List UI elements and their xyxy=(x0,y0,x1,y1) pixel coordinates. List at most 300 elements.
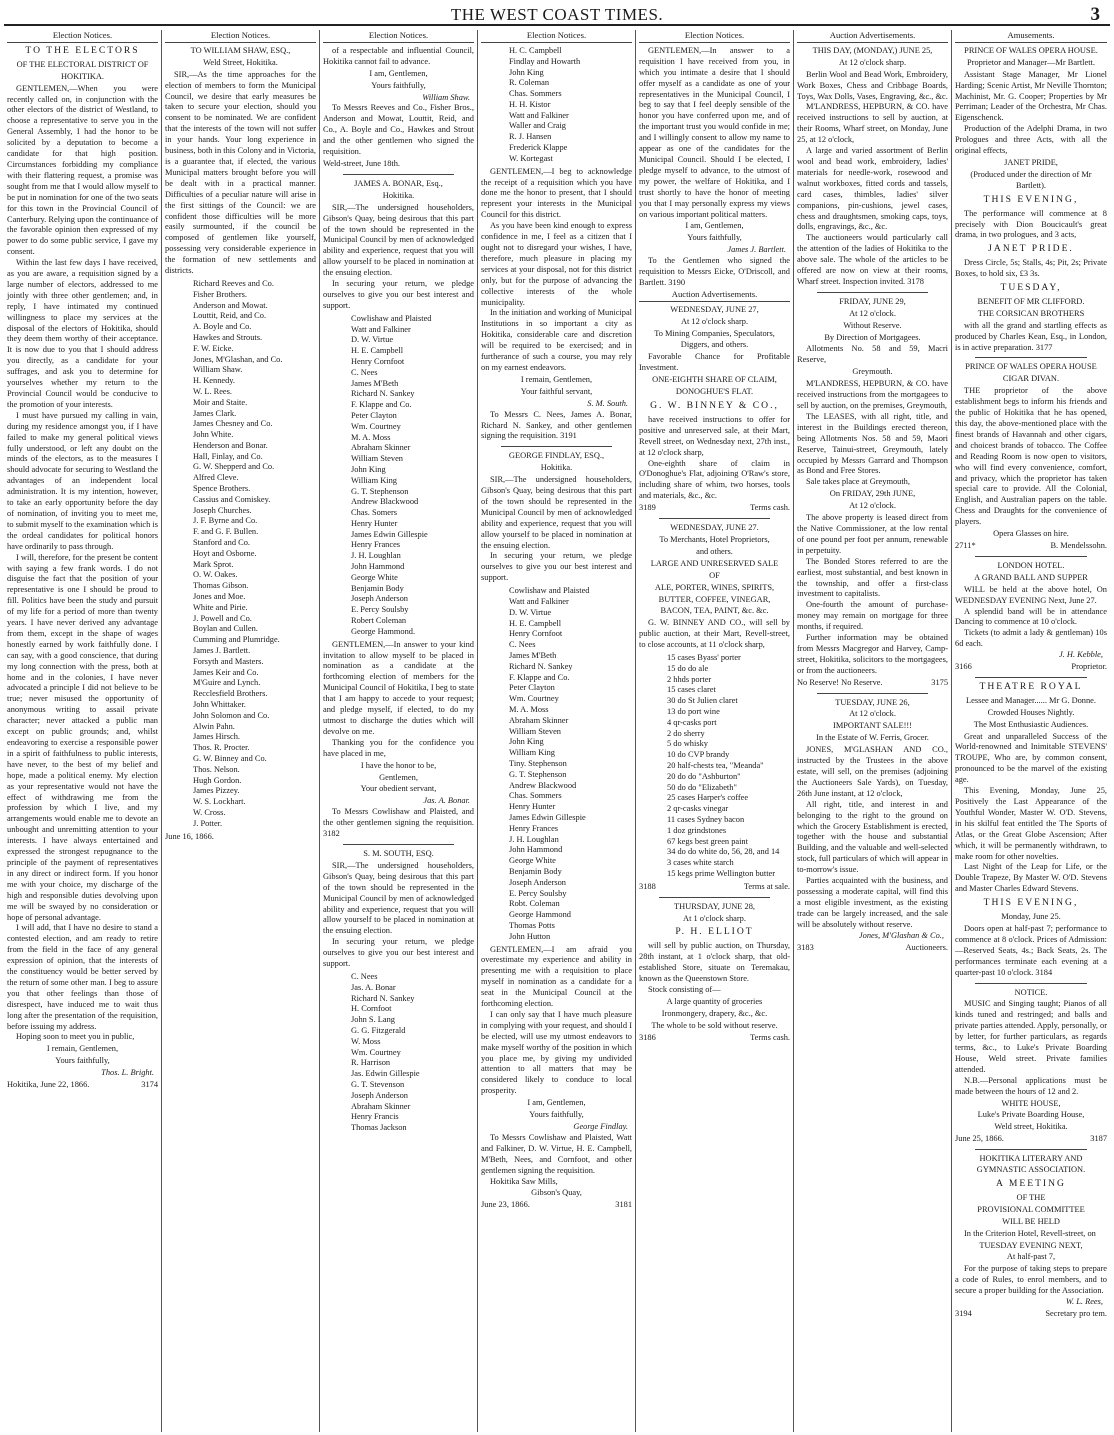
list-item: Jones and Moe. xyxy=(193,592,246,602)
centered-line: BENEFIT OF MR CLIFFORD. xyxy=(977,296,1085,306)
reference-number: Terms at sale. xyxy=(743,881,790,891)
list-item: William Shaw. xyxy=(193,365,243,375)
list-item: Hall, Finlay, and Co. xyxy=(193,451,263,461)
paragraph: GENTLEMEN,—I beg to acknowledge the receipt of a requisition which you have done me the honor to present, that I should represent your interests in the Municipal Council for this district. xyxy=(481,166,632,220)
column-3 xyxy=(320,30,478,1432)
name-list xyxy=(351,972,474,1134)
paragraph: MUSIC and Singing taught; Pianos of all kinds tuned and restringed; and balls and private parties attended. Apply, personally, or by letter, for further particulars, as regards terms, &c., to Luke's Private Boarding House, Weld street. Private families attended. xyxy=(955,999,1107,1074)
centered-line: Luke's Private Boarding House, xyxy=(977,1110,1085,1120)
list-item: Louttit, Reid, and Co. xyxy=(193,311,267,321)
reference-number: 3187 xyxy=(1090,1134,1107,1144)
section-heading: Election Notices. xyxy=(639,30,790,43)
list-item: H. C. Campbell xyxy=(509,45,562,55)
reference-text: Weld-street, June 18th. xyxy=(323,158,401,168)
paragraph: M'LANDRESS, HEPBURN, & CO. have received instructions to sell by auction, at their Rooms, Wharf street, on Monday, June 25, at 12 o'clock, xyxy=(797,102,948,145)
centered-line: A GRAND BALL AND SUPPER xyxy=(974,572,1088,582)
list-item: 25 cases Harper's coffee xyxy=(667,793,749,803)
list-item: 10 do CVP brandy xyxy=(667,750,730,760)
list-item: M. A. Moss xyxy=(351,432,391,442)
centered-line: Yours faithfully, xyxy=(529,1110,584,1120)
centered-line: WEDNESDAY, JUNE 27, xyxy=(670,304,759,314)
list-item: Richard N. Sankey xyxy=(509,661,573,671)
list-item: John Hammond xyxy=(509,845,563,855)
centered-line: In the Estate of W. Ferris, Grocer. xyxy=(816,733,929,743)
list-item: Chas. Sommers xyxy=(509,791,562,801)
section-heading: Auction Advertisements. xyxy=(797,30,948,43)
centered-line: HOKITIKA LITERARY AND GYMNASTIC ASSOCIATION. xyxy=(976,1154,1086,1175)
list-item: John Hammond xyxy=(351,562,405,572)
list-item: Joseph Anderson xyxy=(509,877,566,887)
centered-line: The whole to be sold without reserve. xyxy=(651,1020,778,1030)
column-2 xyxy=(162,30,320,1432)
divider xyxy=(975,556,1087,557)
list-item: H. Kennedy. xyxy=(193,376,236,386)
list-item: 15 do do ale xyxy=(667,663,709,673)
paragraph: The auctioneers would particularly call the attention of the ladies of Hokitika to the above sale. The whole of the articles to be offered are now on view at their rooms, Wharf street. Inspection invited. 3178 xyxy=(797,233,948,286)
centered-line: Opera Glasses on hire. xyxy=(993,529,1069,539)
centered-line: WHITE HOUSE, xyxy=(1001,1098,1061,1108)
list-item: W. Moss xyxy=(351,1036,381,1046)
reference-text: 3166 xyxy=(955,662,972,672)
list-item: White and Pirie. xyxy=(193,602,248,612)
list-item: John King xyxy=(509,737,544,747)
divider xyxy=(343,844,454,845)
list-item: J. Potter. xyxy=(193,818,223,828)
list-item: C. Nees xyxy=(351,367,378,377)
paragraph: To Messrs Cowlishaw and Plaisted, and the other gentlemen signing the requisition. 3182 xyxy=(323,807,474,839)
reference-line xyxy=(481,1200,632,1211)
list-item: Hawkes and Strouts. xyxy=(193,332,263,342)
paragraph: with all the grand and startling effects as produced by Charles Kean, Esq., in London, is in active preparation. 3177 xyxy=(955,320,1107,352)
centered-line: A large quantity of groceries xyxy=(666,996,763,1006)
list-item: F. W. Eicke. xyxy=(193,343,234,353)
centered-line: NOTICE. xyxy=(1014,987,1048,997)
paragraph: SIR,—The undersigned householders, Gibson's Quay, being desirous that this part of the town should be represented in the Municipal Council by men of acknowledged ability and experience, request that you will allow yourself to be placed in nomination at the ensuing election. xyxy=(323,202,474,278)
list-item: Jas. Edwin Gillespie xyxy=(351,1069,420,1079)
list-item: R. Coleman xyxy=(509,78,550,88)
list-item: Wm. Courtney xyxy=(509,694,559,704)
centered-line: OF THE ELECTORAL DISTRICT OF xyxy=(16,59,149,69)
paragraph: Dress Circle, 5s; Stalls, 4s; Pit, 2s; Private Boxes, to hold six, £3 3s. xyxy=(955,258,1107,279)
list-item: Frederick Klappe xyxy=(509,143,568,153)
centered-line: Your faithful servant, xyxy=(520,386,593,396)
paragraph: Great and unparalleled Success of the World-renowned and Inimitable STEVENS' TROUPE, Who are, by common consent, pronounced to be the marvel of the existing age. xyxy=(955,731,1107,785)
paragraph: Parties acquainted with the business, and possessing a moderate capital, will find this a most eligible investment, as the existing trade can be largely increased, and the sale will be absolutely without reserve. xyxy=(797,876,948,929)
reference-text: 3189 xyxy=(639,503,656,513)
section-heading: Auction Advertisements. xyxy=(639,289,790,302)
centered-line: LONDON HOTEL. xyxy=(997,560,1065,570)
paragraph: Berlin Wool and Bead Work, Embroidery, Work Boxes, Chess and Cribbage Boards, Toys, Wax Dolls, Vases, Engraving, &c., &c. xyxy=(797,69,948,101)
centered-line: WEDNESDAY, JUNE 27. xyxy=(670,523,759,533)
centered-line: S. M. SOUTH, ESQ. xyxy=(363,848,434,858)
ad-title: TO THE ELECTORS xyxy=(25,44,140,56)
paragraph: Assistant Stage Manager, Mr Lionel Harding; Scenic Artist, Mr Neville Thornton; Machinist, Mr. G. Cooper; Properties by Mr Perriman; Leader of the Orchestra, Mr Chas. Eigenschenck. xyxy=(955,69,1107,123)
centered-line: Ironmongery, drapery, &c., &c. xyxy=(661,1008,768,1018)
name-list xyxy=(667,653,790,880)
list-item: Benjamin Body xyxy=(509,866,562,876)
divider xyxy=(817,693,928,694)
list-item: 67 kegs best green paint xyxy=(667,836,748,846)
reference-number: 3174 xyxy=(141,1080,158,1090)
divider xyxy=(501,446,612,447)
list-item: Richard Reeves and Co. xyxy=(193,278,274,288)
list-item: Recclesfield Brothers. xyxy=(193,689,268,699)
centered-line: IMPORTANT SALE!!! xyxy=(833,721,912,731)
reference-number: 3181 xyxy=(615,1200,632,1210)
list-item: George White xyxy=(351,572,398,582)
reference-line xyxy=(165,832,316,843)
paragraph: have received instructions to offer for positive and unreserved sale, at their Mart, Revell street, on Wednesday next, 27th inst., at 12 o'clock sharp, xyxy=(639,414,790,457)
list-item: E. Percy Soulsby xyxy=(509,888,567,898)
paragraph: To Messrs C. Nees, James A. Bonar, Richard N. Sankey, and other gentlemen signing the requisition. 3191 xyxy=(481,409,632,441)
list-item: John White. xyxy=(193,430,234,440)
list-item: Hoyt and Osborne. xyxy=(193,548,257,558)
list-item: Alfred Cleve. xyxy=(193,473,239,483)
list-item: John S. Lang xyxy=(351,1015,395,1025)
reference-text: No Reserve! No Reserve. xyxy=(797,677,883,687)
list-item: W. S. Lockhart. xyxy=(193,797,246,807)
reference-line xyxy=(639,503,790,514)
list-item: James M'Beth xyxy=(509,650,557,660)
list-item: G. G. Fitzgerald xyxy=(351,1025,406,1035)
centered-line: At 12 o'clock sharp. xyxy=(838,57,907,67)
centered-line: The Most Enthusiastic Audiences. xyxy=(973,719,1089,729)
paragraph: I can only say that I have much pleasure in complying with your request, and should I be elected, will use my utmost endeavors to make myself worthy of the position in which you place me, by giving my undivided attention to all matters that may be considered likely to conduce to local prosperity. xyxy=(481,1009,632,1096)
list-item: 15 cases Byass' porter xyxy=(667,653,741,663)
centered-line: PRINCE OF WALES OPERA HOUSE xyxy=(965,362,1097,372)
list-item: J. H. Loughlan xyxy=(351,551,401,561)
list-item: Mark Sprot. xyxy=(193,559,234,569)
reference-number: B. Mendelssohn. xyxy=(1050,540,1107,550)
list-item: Alwin Pahn. xyxy=(193,721,235,731)
paragraph: will sell by public auction, on Thursday, 28th instant, at 1 o'clock sharp, that old-established Store, situate on Teremakau, known as the Queenstown Store. xyxy=(639,941,790,984)
list-item: James Edwin Gillespie xyxy=(351,529,428,539)
list-item: G. W. Shepperd and Co. xyxy=(193,462,275,472)
list-item: James Chesney and Co. xyxy=(193,419,273,429)
list-item: Watt and Falkiner xyxy=(509,597,569,606)
centered-line: LARGE AND UNRESERVED SALE xyxy=(650,558,779,568)
list-item: Forsyth and Masters. xyxy=(193,656,264,666)
list-item: Wm. Courtney xyxy=(351,1047,401,1057)
list-item: 3 cases white starch xyxy=(667,858,734,868)
centered-line: FRIDAY, JUNE 29, xyxy=(839,296,906,306)
list-item: Henry Cornfoot xyxy=(509,629,563,639)
list-item: 5 do whisky xyxy=(667,739,708,749)
centered-line: Proprietor and Manager—Mr Bartlett. xyxy=(967,57,1095,67)
list-item: Wm. Courtney xyxy=(351,421,401,431)
list-item: W. Kortegast xyxy=(509,153,553,163)
paragraph: I will, therefore, for the present be content with saying a few frank words. I do not disguise the fact that the position of your representative is one I should be proud to fill. Politics have been the study and pursuit of my life for a period of more than twenty years. I have never derived any advantage from them, except in the shape of wages honestly earned by work faithfully done. I can say, with a good conscience, that during my long connection with the press, both at home and in the colonies, I have never advocated a principle I did not believe to be true; never misused the opportunity of anonymous writing to assail private character; never attacked a public man except on public grounds; and, whilst endeavoring to exercise a responsible power in a spirit of faithfulness to public interests, have never, to the best of my belief and hope, made a political enemy. My election as your representative would not have the effect of withdrawing me from the profession by which I live, and my arrangements would enable me to devote an unbought and unremitting attention to your interests. I have always entertained and expressed the strongest repugnance to the principle of the payment of representatives in any direct or indirect form. If you honor me with your choice, my discharge of the high and responsible duties devolving upon me will be swayed by no consideration or hope of personal advantage. xyxy=(7,552,158,922)
paragraph: The Bonded Stores referred to are the earliest, most substantial, and best known in the township, and offer a first-class investment to capitalists. xyxy=(797,556,948,599)
reference-text: 3188 xyxy=(639,881,656,891)
reference-number: Terms cash. xyxy=(750,503,790,513)
paragraph: To Messrs Cowlishaw and Plaisted, Watt and Falkiner, D. W. Virtue, H. E. Campbell, M'Beth, Nees, and Cornfoot, and other gentlemen signing the requisition. xyxy=(481,1132,632,1175)
centered-line: At 12 o'clock. xyxy=(849,308,896,318)
centered-line: Without Reserve. xyxy=(843,320,902,330)
paragraph: SIR,—The undersigned householders, Gibson's Quay, being desirous that this part of the town should be represented in the Municipal Council by men of acknowledged ability and experience, request that you will allow yourself to be placed in nomination at the ensuing election. xyxy=(323,860,474,936)
ad-title: THIS EVENING, xyxy=(983,193,1079,205)
list-item: Joseph Churches. xyxy=(193,505,252,515)
list-item: G. T. Stephenson xyxy=(351,486,409,496)
centered-line: GEORGE FINDLAY, ESQ., xyxy=(508,451,605,461)
list-item: Thomas Potts xyxy=(509,920,555,930)
list-item: J. H. Loughlan xyxy=(509,834,559,844)
reference-text: Hokitika, June 22, 1866. xyxy=(7,1080,90,1090)
centered-line: TUESDAY, JUNE 26, xyxy=(835,697,910,707)
list-item: Boylan and Cullen. xyxy=(193,624,258,634)
centered-line: ONE-EIGHTH SHARE OF CLAIM, xyxy=(652,375,777,385)
paragraph: The performance will commence at 8 precisely with Dion Boucicault's great drama, in two prologues, and 3 acts, xyxy=(955,208,1107,240)
list-item: J. F. Byrne and Co. xyxy=(193,516,258,526)
list-item: 30 do St Julien claret xyxy=(667,696,738,706)
list-item: Moir and Staite. xyxy=(193,397,248,407)
divider xyxy=(343,174,454,175)
list-item: Cassius and Comiskey. xyxy=(193,494,271,504)
list-item: Watt and Falkiner xyxy=(509,110,569,120)
section-heading: Election Notices. xyxy=(165,30,316,43)
paragraph: As you have been kind enough to express confidence in me, I feel as a citizen that I ought not to disregard your wishes, I have, therefore, much pleasure in placing my services at your disposal, not for this district only, but for the purpose of advancing the collective interests of the whole municipality. xyxy=(481,221,632,307)
section-heading: Election Notices. xyxy=(481,30,632,43)
section-heading: Election Notices. xyxy=(7,30,158,43)
centered-line: Weld Street, Hokitika. xyxy=(203,57,278,67)
list-item: 34 do do white do, 56, 28, and 14 xyxy=(667,847,780,857)
centered-line: By Direction of Mortgagees. xyxy=(824,332,921,342)
reference-number: Terms cash. xyxy=(750,1032,790,1042)
paragraph: GENTLEMEN,—In answer to your kind invitation to allow myself to be placed in nomination as a candidate at the forthcoming election of members for the Municipal Council of Hokitika, I beg to state that I am happy to accede to your request; and pledge myself, if elected, to do my utmost to discharge the duties which will devolve on me. xyxy=(323,639,474,736)
list-item: William King xyxy=(509,748,555,758)
centered-line: PROVISIONAL COMMITTEE xyxy=(977,1204,1085,1214)
signature: S. M. South. xyxy=(587,398,628,408)
paragraph: Within the last few days I have received, as you are aware, a requisition signed by a large number of electors, addressed to me jointly with three other gentlemen; and, in reply, I have intimated my continued willingness to place my services at the disposal of the electors of Hokitika, should they deem them worthy of their acceptance. It is now due to you that I should address you directly, as a candidate for your suffrages, and ask you to determine for yourselves whether my return to the Provincial Council would be conducive to the promotion of your interests. xyxy=(7,258,158,409)
list-item: James Keir and Co. xyxy=(193,667,259,677)
reference-text: 2711* xyxy=(955,540,976,550)
list-item: F. Klappe and Co. xyxy=(351,400,412,410)
reference-line xyxy=(955,1309,1107,1320)
paragraph: SIR,—As the time approaches for the election of members to form the Municipal Council, we desire that early measures be taken to secure your election, should you consent to be nominated. We are confident that the interests of the town will not suffer in your hands. Your long experience in business, both in this Colony and in Victoria, is a guarantee that, if elected, the various Municipal matters brought before you will be dealt with in a practical manner. Difficulties of a peculiar nature will arise in the first sittings of the Council: we are confident those difficulties will be more easily surmounted, if the council be composed of gentlemen like yourself, possessing very considerable experience in the formation of new settlements and districts. xyxy=(165,69,316,276)
name-list xyxy=(509,46,632,165)
divider xyxy=(975,983,1087,984)
list-item: 2 qr-casks vinegar xyxy=(667,804,729,814)
reference-line xyxy=(797,943,948,954)
list-item: H. H. Kistor xyxy=(509,99,551,109)
list-item: Thomas Gibson. xyxy=(193,581,249,591)
centered-line: Gibson's Quay, xyxy=(531,1188,582,1198)
list-item: H. E. Campbell xyxy=(509,618,562,628)
name-list xyxy=(509,586,632,942)
list-item: Stanford and Co. xyxy=(193,538,250,548)
centered-line: I have the honor to be, xyxy=(360,760,437,770)
centered-line: THIS DAY, (MONDAY,) JUNE 25, xyxy=(812,45,933,55)
centered-line: On FRIDAY, 29th JUNE, xyxy=(829,489,916,499)
ad-title: TUESDAY, xyxy=(1000,282,1062,294)
centered-line: At 1 o'clock sharp. xyxy=(683,913,746,923)
divider xyxy=(659,897,770,898)
paragraph: Sale takes place at Greymouth, xyxy=(806,477,910,487)
reference-line xyxy=(955,1134,1107,1145)
list-item: A. Boyle and Co. xyxy=(193,322,252,332)
reference-line xyxy=(7,1080,158,1091)
column-5 xyxy=(636,30,794,1432)
list-item: Abraham Skinner xyxy=(351,1101,411,1111)
list-item: Richard N. Sankey xyxy=(351,993,415,1003)
divider xyxy=(975,1149,1087,1150)
paragraph: In securing your return, we pledge ourselves to give you our best interest and support. xyxy=(323,937,474,969)
paragraph: The above property is leased direct from the Native Commissioner, at the low rental of one pound per foot per annum, renewable in perpetuity. xyxy=(797,513,948,555)
centered-line: DONOGHUE'S FLAT. xyxy=(675,387,754,397)
reference-text: 3183 xyxy=(797,942,814,952)
paragraph: In the Criterion Hotel, Revell-street, on xyxy=(964,1228,1096,1238)
list-item: Henry Frances xyxy=(351,540,401,550)
list-item: Benjamin Body xyxy=(351,583,404,593)
paragraph: SIR,—The undersigned householders, Gibson's Quay, being desirous that this part of the town should be represented in the Municipal Council by men of acknowledged ability and experience, request that you will allow yourself to be placed in nomination at the ensuing election. xyxy=(481,475,632,550)
paragraph: Stock consisting of— xyxy=(648,985,721,995)
signature: William Shaw. xyxy=(422,92,470,102)
centered-line: Monday, June 25. xyxy=(1001,912,1061,922)
list-item: John King xyxy=(351,464,386,474)
list-item: Jas. A. Bonar xyxy=(351,982,396,992)
signature: James J. Bartlett. xyxy=(727,245,786,255)
centered-line: Hokitika. xyxy=(382,190,415,200)
list-item: Jones, M'Glashan, and Co. xyxy=(193,354,283,364)
list-item: Chas. Somers xyxy=(351,508,398,518)
divider xyxy=(975,357,1087,358)
reference-line xyxy=(797,678,948,689)
list-item: Abraham Skinner xyxy=(351,443,411,453)
paragraph: M'LANDRESS, HEPBURN, & CO. have received instructions from the mortgagees to sell by auction, on the premises, Greymouth, xyxy=(797,379,948,410)
centered-line: TUESDAY EVENING NEXT, xyxy=(979,1240,1083,1250)
centered-line: To Mining Companies, Speculators, xyxy=(654,328,775,338)
paragraph: of a respectable and influential Council, Hokitika cannot fail to advance. xyxy=(323,45,474,66)
signature: J. H. Kebble, xyxy=(1059,650,1103,660)
paragraph: THE proprietor of the above establishment begs to inform his friends and the public of Hokitika that he has opened, this day, the above-mentioned place with the finest brands of Havannah and other cigars, and choicest brands of tobacco. The Coffee and Reading Room is now open to visitors, who will find every convenience, comfort, and privacy, which the proprietor has taken special care to provide. All the Colonial, English, and Australian papers on the table. Chess and Draughts for the convenience of players. xyxy=(955,386,1107,527)
list-item: James Clark. xyxy=(193,408,237,418)
list-item: Tiny. Stephenson xyxy=(509,758,567,768)
list-item: Joseph Anderson xyxy=(351,594,408,604)
column-1 xyxy=(4,30,162,1432)
list-item: 50 do do "Elizabeth" xyxy=(667,782,737,792)
reference-number: Auctioneers. xyxy=(905,942,948,952)
reference-text: June 25, 1866. xyxy=(955,1134,1004,1144)
list-item: 2 do sherry xyxy=(667,728,705,738)
centered-line: OF xyxy=(709,570,720,580)
list-item: Cowlishaw and Plaisted xyxy=(509,586,590,596)
signature: W. L. Rees, xyxy=(1065,1297,1103,1307)
paragraph: Further information may be obtained from Messrs Macgregor and Harvey, Camp-street, Hokitika, solicitors to the mortgagees, or from the auctioneers. xyxy=(797,633,948,675)
list-item: C. Nees xyxy=(509,640,536,650)
list-item: Andrew Blackwood xyxy=(351,497,419,507)
centered-line: THURSDAY, JUNE 28, xyxy=(674,901,755,911)
list-item: Peter Clayton xyxy=(351,410,397,420)
paragraph: The LEASES, with all right, title, and interest in the Buildings erected thereon, being Allotments Nos. 58 and 59, Maori Reserve, Tainui-street, Greymouth, lately occupied by Messrs Garrard and Thompson as Bond and Free Stores. xyxy=(797,411,948,476)
masthead-rule xyxy=(4,24,1110,26)
centered-line: Hokitika. xyxy=(540,463,573,473)
list-item: George Hammond xyxy=(509,910,571,920)
reference-number: Secretary pro tem. xyxy=(1045,1308,1107,1318)
ad-title: A MEETING xyxy=(996,1178,1066,1189)
list-item: H. Cornfoot xyxy=(351,1004,392,1014)
list-item: Andrew Blackwood xyxy=(509,780,577,790)
list-item: Peter Clayton xyxy=(509,683,555,693)
newspaper-columns xyxy=(4,30,1110,1432)
list-item: Watt and Falkiner xyxy=(351,324,411,334)
centered-line: I remain, Gentlemen, xyxy=(46,1044,119,1054)
column-7 xyxy=(952,30,1110,1432)
paragraph: For the purpose of taking steps to prepare a code of Rules, to enrol members, and to secure a proper building for the Association. xyxy=(955,1264,1107,1296)
centered-line: I am, Gentlemen, xyxy=(369,68,428,78)
list-item: 2 hhds porter xyxy=(667,674,712,684)
centered-line: (Produced under the direction of Mr Bartlett). xyxy=(970,169,1092,190)
list-item: John Solomon and Co. xyxy=(193,710,270,720)
signature: George Findlay. xyxy=(573,1122,628,1131)
list-item: Hugh Gordon. xyxy=(193,775,242,785)
centered-line: ALE, PORTER, WINES, SPIRITS, xyxy=(654,582,775,592)
list-item: D. W. Virtue xyxy=(509,607,552,617)
centered-line: Yours faithfully, xyxy=(55,1056,110,1066)
section-heading: Election Notices. xyxy=(323,30,474,43)
divider xyxy=(817,292,928,293)
paragraph: Favorable Chance for Profitable Investment. xyxy=(639,352,790,373)
paragraph: All right, title, and interest in and belonging to the right to the ground on which the Grocery Establishment is erected, together with the house and substantial Building, and the valuable and well-selected stock, full particulars of which will appear in to-morrow's issue. xyxy=(797,799,948,875)
centered-line: Yours faithfully, xyxy=(371,80,426,90)
centered-line: Greymouth. xyxy=(852,367,893,377)
reference-text: 3194 xyxy=(955,1308,972,1318)
paragraph: A large and varied assortment of Berlin wool and bead work, embroidery, ladies' materials for needle-work, rosewood and walnut workboxes, fitted cords and tassels, card cases, thimbles, ladies' silver companions, pin-cushions, jewel cases, chess and draughtsmen, smoking caps, toys, dolls, engravings, &c., &c. xyxy=(797,146,948,232)
ad-title: JANET PRIDE. xyxy=(988,243,1074,255)
list-item: George White xyxy=(509,856,556,866)
centered-line: BACON, TEA, PAINT, &c. &c. xyxy=(660,606,769,616)
paragraph: Thanking you for the confidence you have placed in me, xyxy=(323,737,474,758)
reference-text: 3186 xyxy=(639,1032,656,1042)
centered-line: JANET PRIDE, xyxy=(1004,157,1058,167)
paragraph: Allotments No. 58 and 59, Macri Reserve, xyxy=(797,344,948,365)
list-item: Robt. Coleman xyxy=(509,899,560,909)
column-6 xyxy=(794,30,952,1432)
section-heading: Amusements. xyxy=(955,30,1107,43)
centered-line: I am, Gentlemen, xyxy=(685,221,744,231)
list-item: Richard N. Sankey xyxy=(351,389,415,399)
centered-line: I am, Gentlemen, xyxy=(527,1098,586,1108)
reference-line xyxy=(955,541,1107,552)
list-item: 20 do do "Ashburton" xyxy=(667,771,741,781)
list-item: 15 cases claret xyxy=(667,685,716,695)
list-item: M. A. Moss xyxy=(509,704,549,714)
reference-number: 3175 xyxy=(931,677,948,687)
reference-text: June 16, 1866. xyxy=(165,831,214,841)
list-item: Thos. Nelson. xyxy=(193,764,240,774)
list-item: Henry Hunter xyxy=(509,802,556,812)
paragraph: Last Night of the Leap for Life, or the Double Trapeze, By Master W. O'D. Stevens and Master Charles Edward Stevens. xyxy=(955,862,1107,894)
paragraph: GENTLEMEN,—When you were recently called on, in conjunction with the other electors of the district of Westland, to choose a representative to serve you in the General Assembly, I had the honor to be solicited by a deputation to become a candidate for that high position. Circumstances forbidding my compliance with their flattering request, a promise was sought from me that I would allow myself to be put in nomination for one of the two seats for this town in the Provincial Council of Canterbury. Relying upon the continuance of the favorable opinion then expressed of my power to do some public service, I gave my consent. xyxy=(7,83,158,257)
column-4 xyxy=(478,30,636,1432)
centered-line: Weld street, Hokitika. xyxy=(994,1122,1068,1132)
paragraph: To the Gentlemen who signed the requisition to Messrs Eicke, O'Driscoll, and Bartlett. 3190 xyxy=(639,256,790,287)
list-item: G. T. Stephenson xyxy=(509,769,567,779)
paragraph: WILL be held at the above hotel, On WEDNESDAY EVENING Next, June 27. xyxy=(955,584,1107,605)
list-item: John Hutton xyxy=(509,931,551,941)
list-item: William Steven xyxy=(351,454,403,464)
list-item: Cowlishaw and Plaisted xyxy=(351,313,432,323)
centered-line: At 12 o'clock sharp. xyxy=(680,316,749,326)
name-list xyxy=(193,279,316,830)
list-item: D. W. Virtue xyxy=(351,335,394,345)
centered-line: PRINCE OF WALES OPERA HOUSE. xyxy=(964,45,1098,55)
centered-line: Lessee and Manager...... Mr G. Donne. xyxy=(965,695,1096,705)
paragraph: GENTLEMEN,—I am afraid you overestimate my experience and ability in presenting me with a requisition to place myself in nomination as a candidate for a seat in the Municipal Council at the forthcoming election. xyxy=(481,944,632,1009)
paragraph: G. W. BINNEY AND CO., will sell by public auction, at their Mart, Revell-street, to close accounts, at 11 o'clock sharp, xyxy=(639,618,790,650)
centered-line: At 12 o'clock. xyxy=(849,501,896,511)
centered-line: and others. xyxy=(696,546,733,556)
list-item: Joseph Anderson xyxy=(351,1090,408,1100)
